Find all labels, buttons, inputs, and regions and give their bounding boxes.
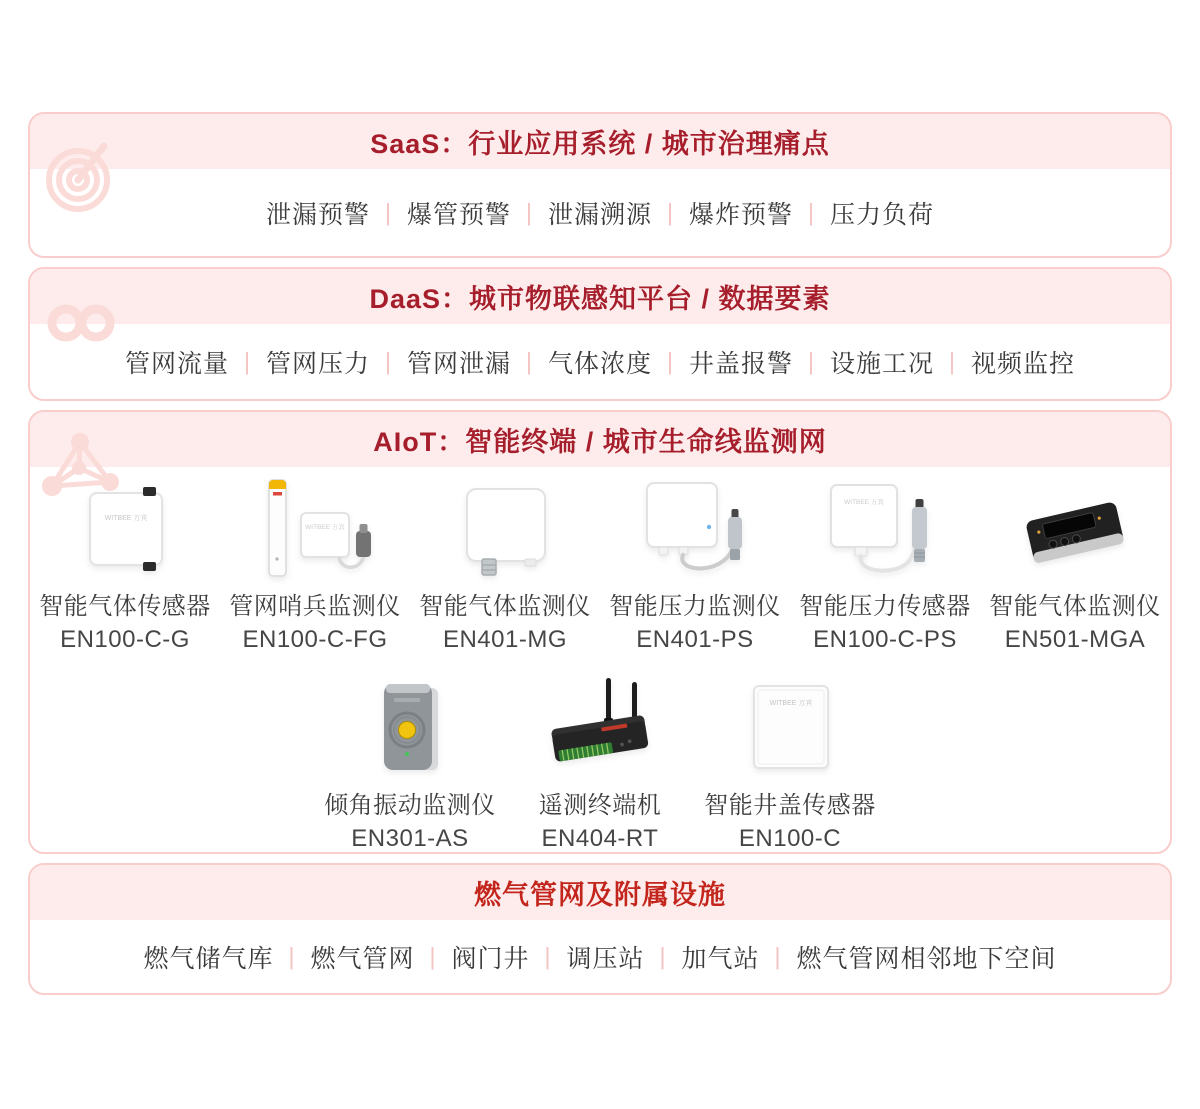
saas-items-row xyxy=(30,169,1170,256)
device-model: EN100-C xyxy=(738,825,842,852)
svg-text:WITBEE 万宾: WITBEE 万宾 xyxy=(844,499,884,506)
item-separator: | xyxy=(808,347,815,375)
device-card xyxy=(695,678,885,853)
aiot-devices-row-2 xyxy=(30,678,1170,853)
item-separator: | xyxy=(667,347,674,375)
device-card xyxy=(220,479,410,654)
yellow-button xyxy=(399,722,416,739)
tilt-vibration-device-image xyxy=(315,678,505,776)
layer-item: 加气站 xyxy=(681,944,760,973)
device-card xyxy=(30,479,220,654)
layer-item: 泄漏溯源 xyxy=(547,200,652,229)
pressure-sensor-device-image xyxy=(790,479,980,577)
layer-item: 爆炸预警 xyxy=(688,200,793,229)
svg-text:WITBEE 万宾: WITBEE 万宾 xyxy=(305,524,345,531)
item-separator: | xyxy=(385,347,392,375)
item-separator: | xyxy=(659,942,667,970)
device-name: 智能气体监测仪 xyxy=(419,593,591,620)
layer-item: 燃气管网 xyxy=(310,944,415,973)
item-separator: | xyxy=(667,198,674,226)
daas-title: DaaS：城市物联感知平台 / 数据要素 xyxy=(369,284,831,314)
aiot-title: AIoT：智能终端 / 城市生命线监测网 xyxy=(373,427,827,457)
infra-title: 燃气管网及附属设施 xyxy=(474,880,726,910)
device-name: 智能压力监测仪 xyxy=(609,593,781,620)
layer-item: 管网泄漏 xyxy=(406,349,511,378)
gas-analyzer-device-image xyxy=(980,479,1170,577)
aiot-layer xyxy=(28,410,1172,854)
device-card xyxy=(410,479,600,654)
device-name: 智能气体传感器 xyxy=(39,593,211,620)
device-name: 遥测终端机 xyxy=(538,792,662,819)
layer-item: 压力负荷 xyxy=(829,200,934,229)
saas-layer xyxy=(28,112,1172,258)
item-separator: | xyxy=(526,347,533,375)
infra-layer xyxy=(28,863,1172,995)
layer-item: 燃气储气库 xyxy=(143,944,274,973)
device-name: 智能气体监测仪 xyxy=(989,593,1161,620)
item-separator: | xyxy=(429,942,437,970)
device-model: EN100-C-PS xyxy=(813,626,957,653)
saas-title: SaaS：行业应用系统 / 城市治理痛点 xyxy=(370,129,830,159)
device-model: EN100-C-G xyxy=(60,626,190,653)
item-separator: | xyxy=(385,198,392,226)
daas-header-band xyxy=(30,269,1170,324)
layer-item: 管网流量 xyxy=(124,349,229,378)
layer-item: 井盖报警 xyxy=(688,349,793,378)
device-model: EN401-PS xyxy=(636,626,754,653)
manhole-cover-sensor-device-image xyxy=(695,678,885,776)
device-model: EN404-RT xyxy=(541,825,659,852)
layer-item: 燃气管网相邻地下空间 xyxy=(796,944,1057,973)
device-card xyxy=(790,479,980,654)
pipeline-sentinel-device-image xyxy=(220,479,410,577)
svg-text:WITBEE 万宾: WITBEE 万宾 xyxy=(769,700,813,707)
daas-layer xyxy=(28,267,1172,401)
item-separator: | xyxy=(288,942,296,970)
device-name: 倾角振动监测仪 xyxy=(324,792,496,819)
device-model: EN401-MG xyxy=(442,626,568,653)
infra-items-row xyxy=(30,920,1170,993)
layer-item: 管网压力 xyxy=(265,349,370,378)
device-model: EN501-MGA xyxy=(1004,626,1146,653)
device-name: 智能井盖传感器 xyxy=(704,792,876,819)
item-separator: | xyxy=(244,347,251,375)
infra-header-band xyxy=(30,865,1170,920)
saas-header-band xyxy=(30,114,1170,169)
device-model: EN100-C-FG xyxy=(242,626,388,653)
layer-item: 爆管预警 xyxy=(406,200,511,229)
gas-monitor-device-image xyxy=(410,479,600,577)
daas-items-row xyxy=(30,324,1170,399)
item-separator: | xyxy=(774,942,782,970)
svg-text:WITBEE 万宾: WITBEE 万宾 xyxy=(104,515,148,522)
aiot-header-band xyxy=(30,412,1170,467)
layer-item: 设施工况 xyxy=(829,349,934,378)
device-card xyxy=(505,678,695,853)
device-name: 管网哨兵监测仪 xyxy=(229,593,401,620)
item-separator: | xyxy=(526,198,533,226)
layer-item: 调压站 xyxy=(566,944,645,973)
gas-sensor-device-image xyxy=(30,479,220,577)
item-separator: | xyxy=(949,347,956,375)
device-card xyxy=(980,479,1170,654)
device-model: EN301-AS xyxy=(351,825,469,852)
aiot-devices-row-1 xyxy=(30,479,1170,654)
device-card xyxy=(315,678,505,853)
device-card xyxy=(600,479,790,654)
layer-item: 泄漏预警 xyxy=(265,200,370,229)
device-name: 智能压力传感器 xyxy=(799,593,971,620)
telemetry-terminal-device-image xyxy=(505,678,695,776)
item-separator: | xyxy=(808,198,815,226)
item-separator: | xyxy=(544,942,552,970)
pressure-monitor-device-image xyxy=(600,479,790,577)
layer-item: 视频监控 xyxy=(970,349,1075,378)
layer-item: 气体浓度 xyxy=(547,349,652,378)
layer-item: 阀门井 xyxy=(451,944,530,973)
